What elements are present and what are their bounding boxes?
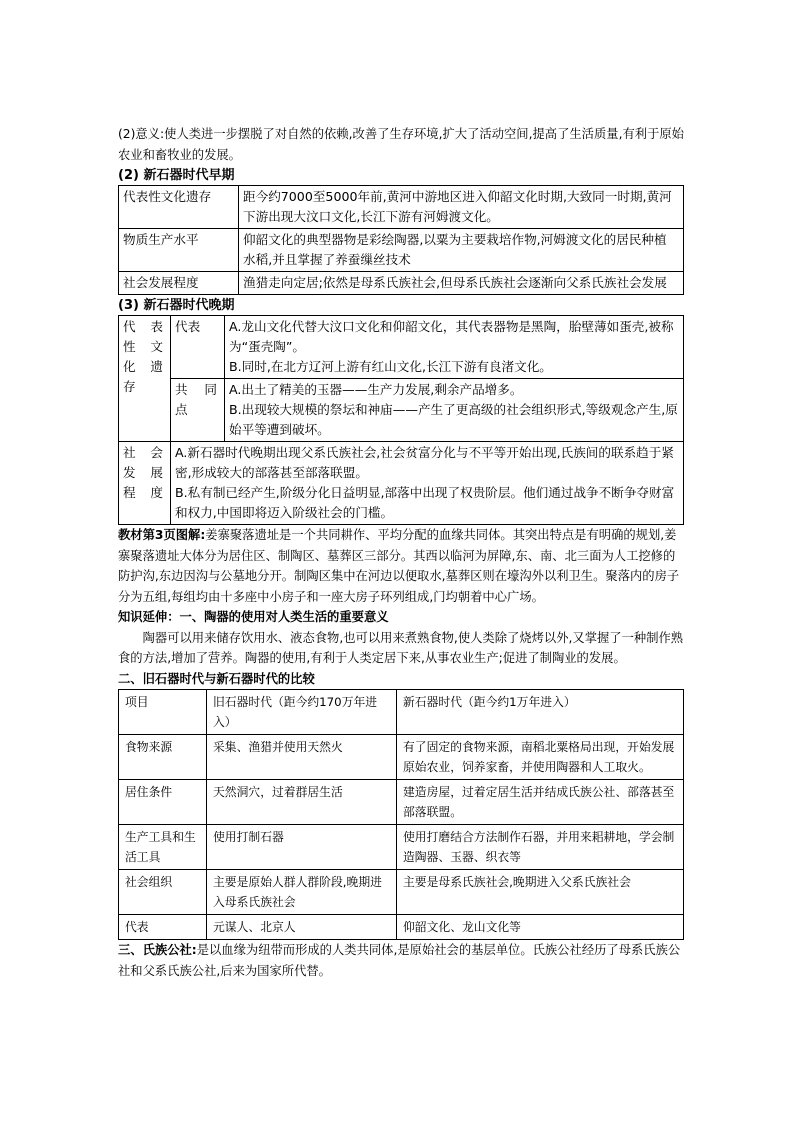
table-cell: 使用打制石器 [207,825,397,870]
row-label: 代表性文化遗存 [119,186,239,229]
commune-label: 三、氏族公社: [118,943,197,957]
table-cell: 居住条件 [119,780,207,825]
table-row [119,186,684,229]
table-row [119,870,684,915]
row-text: 渔猎走向定居;依然是母系氏族社会,但母系氏族社会逐渐向父系氏族社会发展 [239,272,684,295]
common-label: 共同点 [171,379,225,442]
table-cell: 采集、渔猎并使用天然火 [207,735,397,780]
table-cell: 仰韶文化、龙山文化等 [397,915,684,940]
rep-cell [225,316,684,379]
header-cell: 旧石器时代（距今约170万年进入） [207,690,397,735]
common-a: A.出土了精美的玉器——生产力发展,剩余产品增多。 [229,382,523,397]
table-cell: 天然洞穴，过着群居生活 [207,780,397,825]
header-cell: 新石器时代（距今约1万年进入） [397,690,684,735]
row-text: 仰韶文化的典型器物是彩绘陶器,以粟为主要栽培作物,河姆渡文化的居民种植水稻,并且掌握了养蚕缫丝技术 [239,229,684,272]
table-cell: 使用打磨结合方法制作石器，并用来耜耕地，学会制造陶器、玉器、织衣等 [397,825,684,870]
textbook-note-text: 姜寨聚落遗址是一个共同耕作、平均分配的血缘共同体。其突出特点是有明确的规划,姜寨聚落遗址大体分为居住区、制陶区、墓葬区三部分。其西以临河为屏障,东、南、北三面为人工挖修的防护沟,东边因沟与公墓地分开。制陶区集中在河边以便取水,墓葬区则在壕沟外以利卫生。聚落内的房子分为五组,每组均由十多座中小房子和一座大房子环列组成,门均朝着中心广场。 [118,528,680,604]
table-cell: 社会组织 [119,870,207,915]
social-label: 社会发展程度 [119,442,171,525]
table-cell: 主要是母系氏族社会,晚期进入父系氏族社会 [397,870,684,915]
textbook-note-label: 教材第3页图解: [118,528,206,542]
table-cell: 建造房屋，过着定居生活并结成氏族公社、部落甚至部落联盟。 [397,780,684,825]
table-row [119,780,684,825]
table-header-row [119,690,684,735]
rep-a: A.龙山文化代替大汶口文化和仰韶文化，其代表器物是黑陶，胎壁薄如蛋壳,被称为“蛋壳陶”。 [229,319,674,354]
commune-text: 是以血缘为纽带而形成的人类共同体,是原始社会的基层单位。氏族公社经历了母系氏族公社和父系氏族公社,后来为国家所代替。 [118,943,681,978]
significance-paragraph: (2)意义:使人类进一步摆脱了对自然的依赖,改善了生存环境,扩大了活动空间,提高了生活质量,有利于原始农业和畜牧业的发展。 [118,127,684,162]
table-row [119,735,684,780]
early-neolithic-table [118,185,684,295]
table-row [119,915,684,940]
social-a: A.新石器时代晚期出现父系氏族社会,社会贫富分化与不平等开始出现,氏族间的联系趋于紧密,形成较大的部落甚至部落联盟。 [175,445,674,480]
table-row [119,229,684,272]
row-text: 距今约7000至5000年前,黄河中游地区进入仰韶文化时期,大致同一时期,黄河下游出现大汶口文化,长江下游有河姆渡文化。 [239,186,684,229]
table-cell: 代表 [119,915,207,940]
header-cell: 项目 [119,690,207,735]
document-page [118,124,684,981]
row-label: 物质生产水平 [119,229,239,272]
table-cell: 有了固定的食物来源，南稻北粟格局出现，开始发展原始农业，饲养家畜，并使用陶器和人工取火。 [397,735,684,780]
extension-heading: 知识延伸：一、陶器的使用对人类生活的重要意义 [118,610,389,624]
table-cell: 生产工具和生活工具 [119,825,207,870]
social-cell [171,442,684,525]
table-row [119,379,684,442]
compare-heading: 二、旧石器时代与新石器时代的比较 [118,671,315,686]
table-row [119,825,684,870]
group-label: 代表性文化遗存 [119,316,171,442]
rep-label: 代表 [171,316,225,379]
compare-table [118,689,684,940]
extension-text: 陶器可以用来储存饮用水、液态食物,也可以用来煮熟食物,使人类除了烧烤以外,又掌握了一种制作熟食的方法,增加了营养。陶器的使用,有利于人类定居下来,从事农业生产;促进了制陶业的发展。 [118,630,684,665]
table-row [119,316,684,379]
late-neolithic-table [118,315,684,525]
textbook-note [118,525,684,607]
table-cell: 主要是原始人群人群阶段,晚期进入母系氏族社会 [207,870,397,915]
common-cell [225,379,684,442]
common-b: B.出现较大规模的祭坛和神庙——产生了更高级的社会组织形式,等级观念产生,原始平等遭到破坏。 [229,402,678,437]
table-cell: 元谋人、北京人 [207,915,397,940]
late-neolithic-heading: (3) 新石器时代晚期 [118,298,235,313]
early-neolithic-heading: (2) 新石器时代早期 [118,168,235,183]
table-cell: 食物来源 [119,735,207,780]
table-row [119,442,684,525]
social-b: B.私有制已经产生,阶级分化日益明显,部落中出现了权贵阶层。他们通过战争不断争夺财富和权力,中国即将迈入阶级社会的门槛。 [175,485,675,520]
commune-paragraph [118,940,684,981]
row-label: 社会发展程度 [119,272,239,295]
table-row [119,272,684,295]
rep-b: B.同时,在北方辽河上游有红山文化,长江下游有良渚文化。 [229,359,552,374]
